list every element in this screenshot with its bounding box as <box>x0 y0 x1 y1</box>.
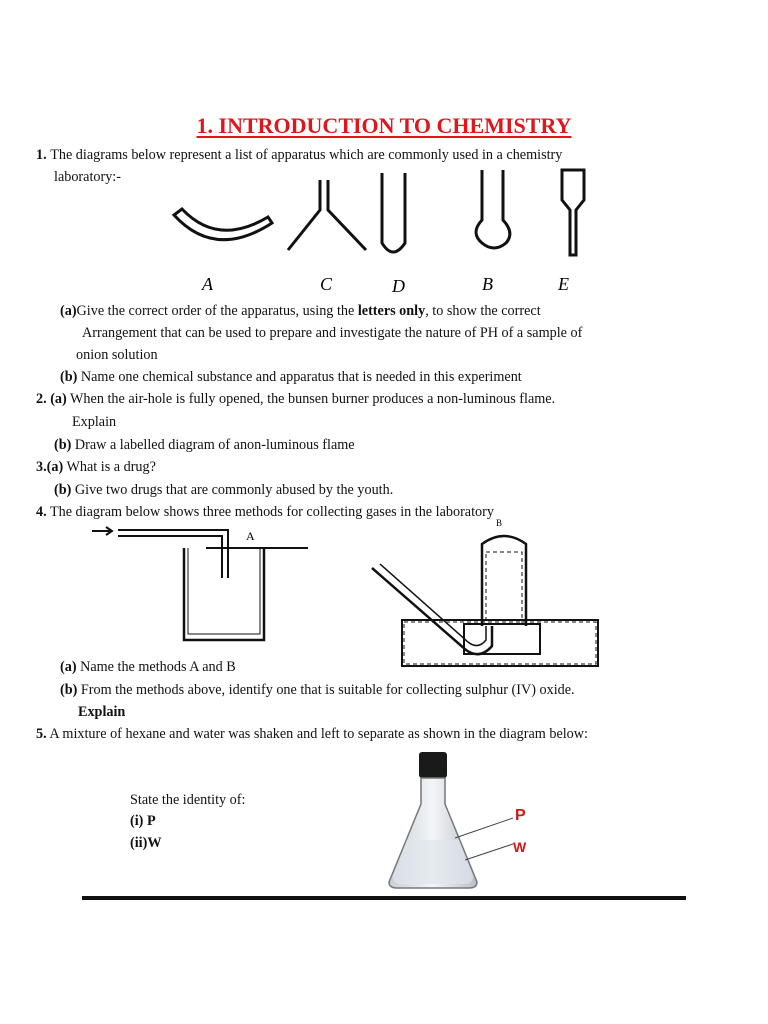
pointer-w <box>465 844 513 860</box>
page-divider <box>82 896 686 900</box>
q3b-text: Give two drugs that are commonly abused by the youth. <box>74 482 394 498</box>
pointer-p <box>455 818 513 838</box>
q1b-line <box>60 368 522 386</box>
q1a-text-2: , to show the correct <box>425 303 541 319</box>
apparatus-label-c: C <box>320 274 333 294</box>
q1a-line3: onion solution <box>76 347 158 363</box>
gas-collection-diagram <box>88 518 608 672</box>
q1b-label: (b) <box>60 369 78 385</box>
apparatus-b-flask <box>476 170 510 248</box>
q5-item-i: (i) P <box>130 813 156 829</box>
q4a-line <box>60 658 236 676</box>
q2a-explain: Explain <box>72 414 117 430</box>
q5-stem-text: A mixture of hexane and water was shaken and left to separate as shown in the diagram below: <box>49 726 588 742</box>
q1-stem-text: The diagrams below represent a list of apparatus which are commonly used in a chemistry <box>50 147 563 163</box>
apparatus-label-e: E <box>558 274 569 294</box>
q4b-label: (b) <box>60 682 78 698</box>
q3a-label: (a) <box>46 459 64 475</box>
q5-stem <box>36 725 588 743</box>
method-a-label: A <box>246 529 255 543</box>
method-b-apparatus <box>372 518 598 666</box>
q2a-text: When the air-hole is fully opened, the bunsen burner produces a non-luminous flame. <box>70 391 556 407</box>
flask-label-p: P <box>515 807 526 824</box>
flask-liquid <box>393 840 473 884</box>
q3a-text: What is a drug? <box>66 459 156 475</box>
q5-state: State the identity of: <box>130 792 246 808</box>
q5-number: 5. <box>36 726 47 742</box>
q3b-label: (b) <box>54 482 72 498</box>
q2b-label: (b) <box>54 437 72 453</box>
q4b-text: From the methods above, identify one that is suitable for collecting sulphur (IV) oxide. <box>80 682 575 698</box>
q4b-explain: Explain <box>78 704 126 720</box>
apparatus-c-funnel <box>288 180 366 250</box>
apparatus-a-dish <box>174 209 272 240</box>
apparatus-d-test-tube <box>382 173 405 252</box>
q1-stem <box>36 146 562 164</box>
apparatus-diagram <box>160 165 600 300</box>
q1a-line2: Arrangement that can be used to prepare and investigate the nature of PH of a sample of <box>82 325 583 341</box>
method-a-apparatus <box>92 527 308 640</box>
q2a-label: (a) <box>50 391 67 407</box>
q2a-line <box>36 390 555 408</box>
q1a-text-1: Give the correct order of the apparatus, using the <box>76 303 358 319</box>
q1a-label: (a) <box>60 303 77 319</box>
method-b-label: B <box>496 518 503 528</box>
q1a-line1 <box>60 302 541 320</box>
apparatus-label-a: A <box>202 274 213 294</box>
q2b-line <box>54 436 355 454</box>
q1a-bold: letters only <box>357 303 426 319</box>
q1b-text: Name one chemical substance and apparatus that is needed in this experiment <box>80 369 522 385</box>
q3-number: 3. <box>36 459 47 475</box>
q4-stem <box>36 503 494 521</box>
q4-stem-text: The diagram below shows three methods for collecting gases in the laboratory <box>49 504 494 520</box>
q1-stem-cont: laboratory:- <box>54 169 121 185</box>
apparatus-e-dropper <box>562 170 584 255</box>
page-title: 1. INTRODUCTION TO CHEMISTRY <box>196 113 572 138</box>
q4b-line <box>60 681 575 699</box>
q2b-text: Draw a labelled diagram of anon-luminous flame <box>74 437 355 453</box>
q4a-label: (a) <box>60 659 77 675</box>
flask-label-w: W <box>513 839 527 855</box>
q5-item-ii: (ii)W <box>130 835 162 851</box>
apparatus-label-d: D <box>392 276 405 296</box>
flask-stopper <box>419 752 447 778</box>
separating-flask-diagram <box>385 748 545 894</box>
q4a-text: Name the methods A and B <box>80 659 236 675</box>
q3b-line <box>54 481 393 499</box>
apparatus-label-b: B <box>482 274 493 294</box>
q1-number: 1. <box>36 147 47 163</box>
q3a-line <box>36 458 156 476</box>
q2-number: 2. <box>36 391 47 407</box>
q4-number: 4. <box>36 504 47 520</box>
